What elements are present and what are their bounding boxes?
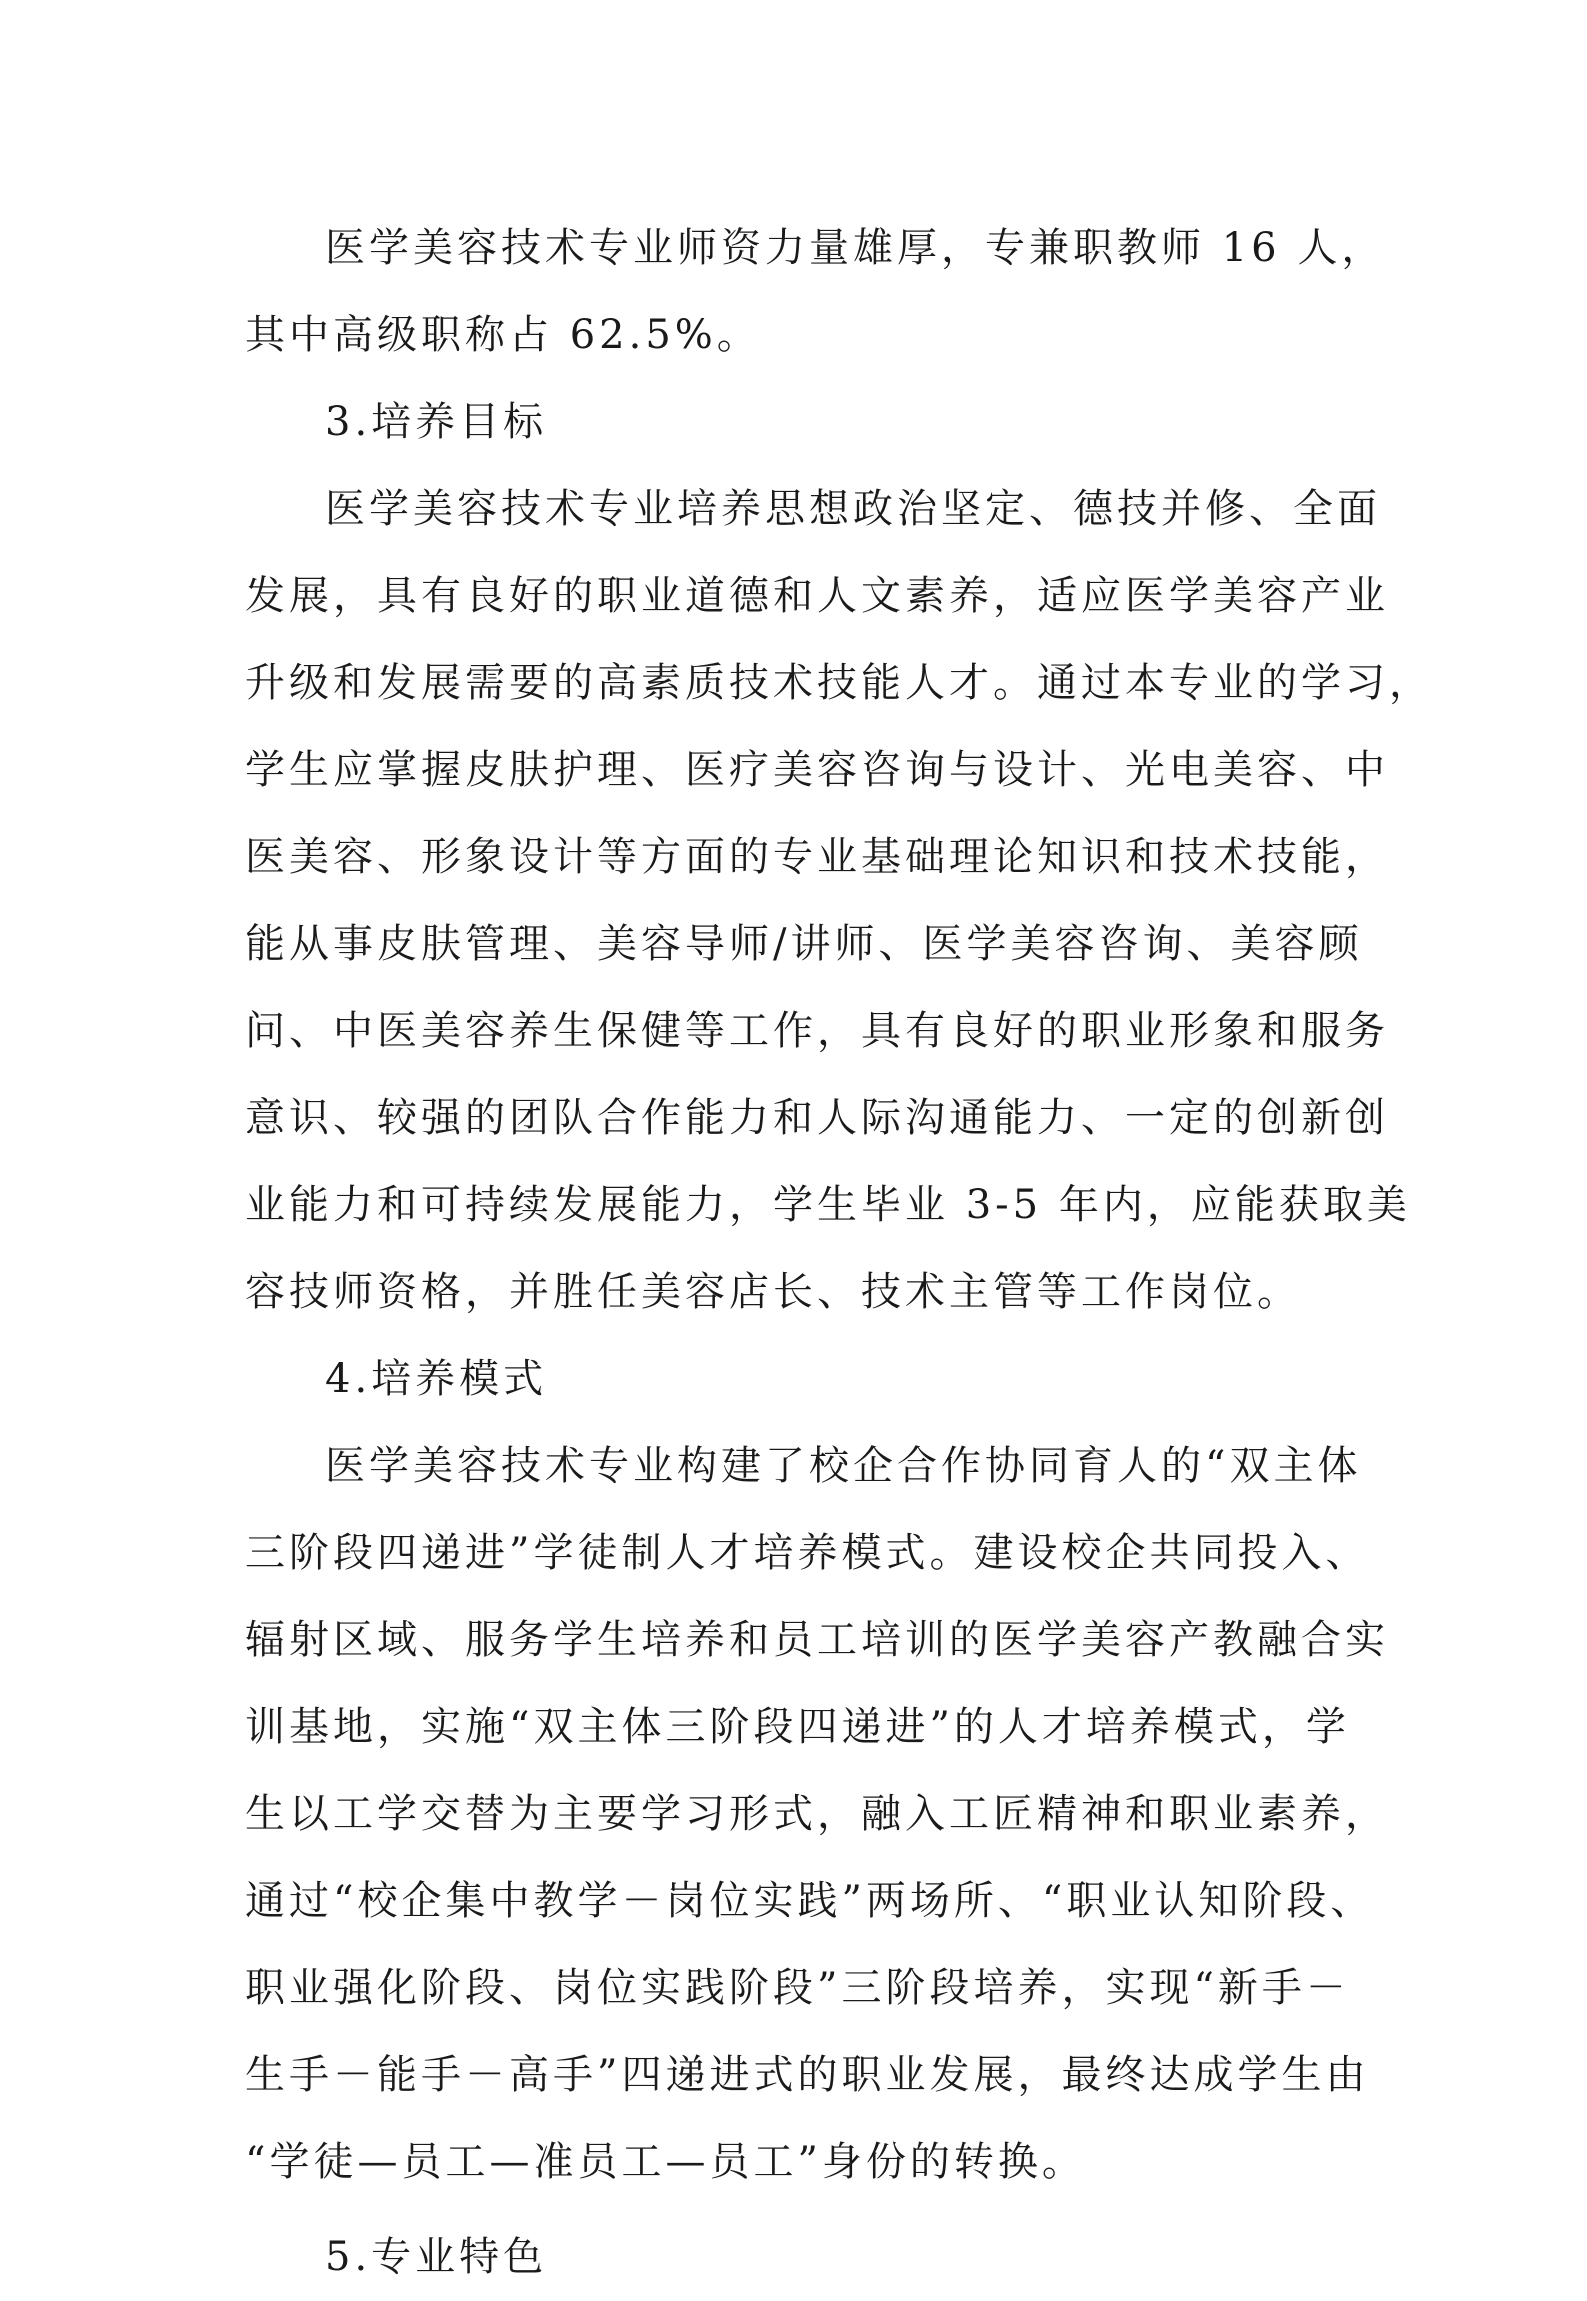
document-body xyxy=(245,205,1433,2301)
paragraph-text-line: 业能力和可持续发展能力，学生毕业 3-5 年内，应能获取美 xyxy=(245,1182,1411,1228)
paragraph-text-line: 问、中医美容养生保健等工作，具有良好的职业形象和服务 xyxy=(245,1008,1389,1054)
paragraph-text-line: 医学美容技术专业师资力量雄厚，专兼职教师 16 人， xyxy=(325,225,1386,271)
section-heading: 3.培养目标 xyxy=(325,399,548,445)
paragraph-text-line: 三阶段四递进”学徒制人才培养模式。建设校企共同投入、 xyxy=(245,1530,1370,1576)
paragraph-text-line: 意识、较强的团队合作能力和人际沟通能力、一定的创新创 xyxy=(245,1095,1389,1141)
paragraph-text-line: 医学美容技术专业培养思想政治坚定、德技并修、全面 xyxy=(325,486,1381,532)
section-heading: 4.培养模式 xyxy=(325,1356,548,1402)
paragraph-text-line: 辐射区域、服务学生培养和员工培训的医学美容产教融合实 xyxy=(245,1617,1389,1663)
paragraph-text-line: 训基地，实施“双主体三阶段四递进”的人才培养模式，学 xyxy=(245,1704,1350,1750)
paragraph-text-line: 其中高级职称占 62.5%。 xyxy=(245,312,761,358)
paragraph-text-line: 生以工学交替为主要学习形式，融入工匠精神和职业素养， xyxy=(245,1791,1389,1837)
paragraph-text-line: 学生应掌握皮肤护理、医疗美容咨询与设计、光电美容、中 xyxy=(245,747,1389,793)
paragraph-text-line: 生手－能手－高手”四递进式的职业发展，最终达成学生由 xyxy=(245,2052,1370,2098)
paragraph-text-line: “学徒—员工—准员工—员工”身份的转换。 xyxy=(245,2139,1086,2185)
paragraph-text-line: 职业强化阶段、岗位实践阶段”三阶段培养，实现“新手－ xyxy=(245,1965,1350,2011)
section-heading: 5.专业特色 xyxy=(325,2234,548,2280)
paragraph-text-line: 容技师资格，并胜任美容店长、技术主管等工作岗位。 xyxy=(245,1269,1301,1315)
paragraph-text-line: 通过“校企集中教学－岗位实践”两场所、“职业认知阶段、 xyxy=(245,1878,1375,1924)
paragraph-text-line: 医学美容技术专业构建了校企合作协同育人的“双主体 xyxy=(325,1443,1362,1489)
paragraph-text-line: 升级和发展需要的高素质技术技能人才。通过本专业的学习， xyxy=(245,660,1433,706)
spacer xyxy=(245,2206,1365,2214)
paragraph-text-line: 发展，具有良好的职业道德和人文素养，适应医学美容产业 xyxy=(245,573,1389,619)
paragraph-text-line: 能从事皮肤管理、美容导师/讲师、医学美容咨询、美容顾 xyxy=(245,921,1363,967)
paragraph-text-line: 医美容、形象设计等方面的专业基础理论知识和技术技能， xyxy=(245,834,1389,880)
